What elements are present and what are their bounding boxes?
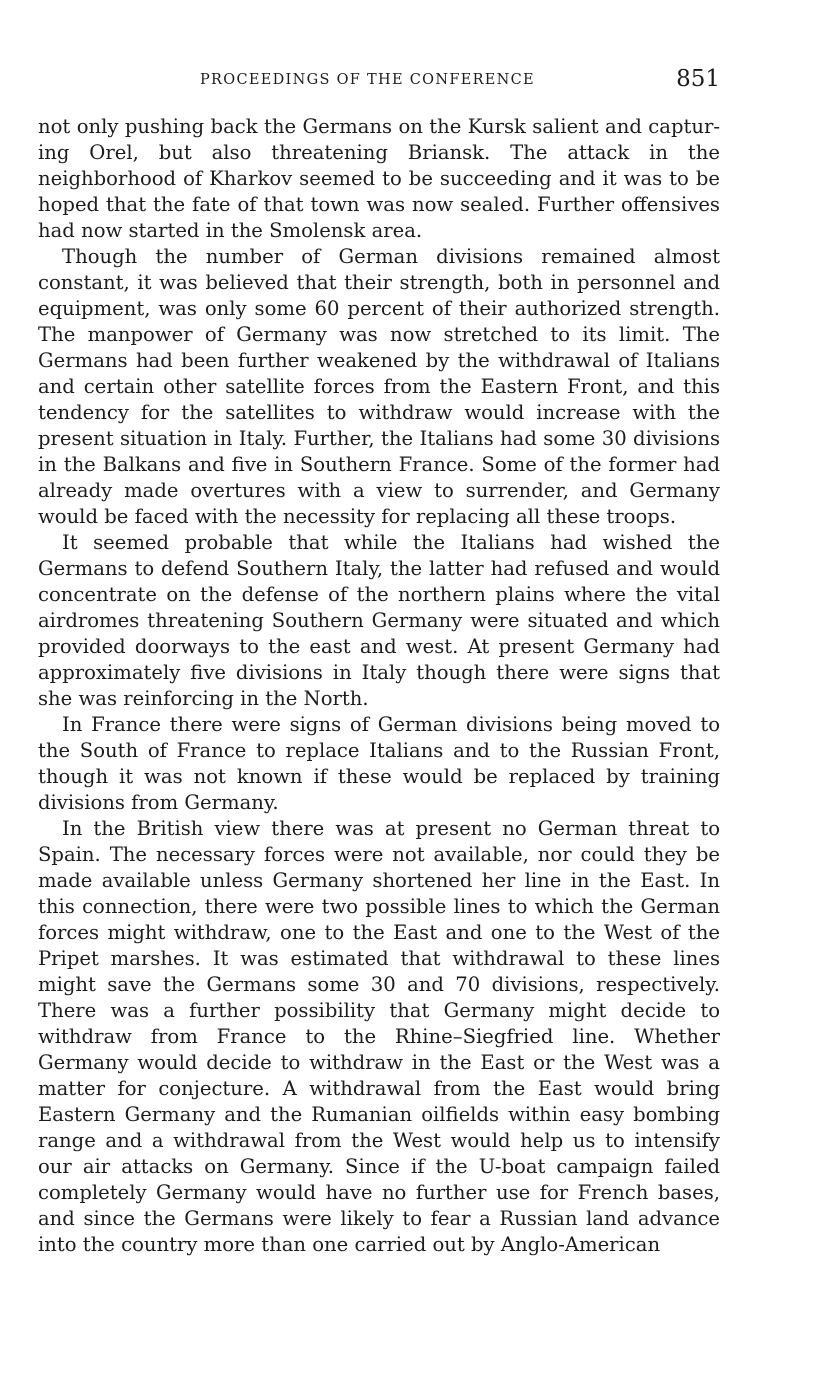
- running-header: [38, 66, 720, 102]
- paragraph: Though the number of German divisions remained almost constant, it was believed that their strength, both in personnel and equipment, was only some 60 percent of their authorized strength. The manpower of Germany was now stretched to its limit. The Germans had been further weakened by the withdrawal of Italians and certain other satellite forces from the Eastern Front, and this tendency for the satellites to withdraw would increase with the present situation in Italy. Further, the Italians had some 30 divisions in the Balkans and five in Southern France. Some of the former had already made overtures with a view to surrender, and Germany would be faced with the necessity for replacing all these troops.: [38, 245, 720, 528]
- paragraph: not only pushing back the Germans on the Kursk salient and capturing Orel, but also threatening Briansk. The attack in the neighborhood of Kharkov seemed to be succeeding and it was to be hoped that the fate of that town was now sealed. Further offensives had now started in the Smolensk area.: [38, 115, 720, 242]
- document-page: [38, 66, 720, 1258]
- body-text: [38, 114, 720, 1258]
- running-title: PROCEEDINGS OF THE CONFERENCE: [200, 72, 535, 88]
- paragraph: In France there were signs of German divisions being moved to the South of France to replace Italians and to the Russian Front, though it was not known if these would be replaced by training divisions from Germany.: [38, 713, 720, 814]
- page-number: 851: [676, 66, 720, 92]
- paragraph: In the British view there was at present no German threat to Spain. The necessary forces were not available, nor could they be made available unless Germany shortened her line in the East. In this connection, there were two possible lines to which the German forces might withdraw, one to the East and one to the West of the Pripet marshes. It was estimated that withdrawal to these lines might save the Germans some 30 and 70 divisions, respectively. There was a further possibility that Germany might decide to withdraw from France to the Rhine–Siegfried line. Whether Germany would decide to withdraw in the East or the West was a matter for conjecture. A withdrawal from the East would bring Eastern Germany and the Rumanian oilfields within easy bombing range and a withdrawal from the West would help us to intensify our air attacks on Germany. Since if the U-boat campaign failed completely Germany would have no further use for French bases, and since the Germans were likely to fear a Russian land advance into the country more than one carried out by Anglo-American: [38, 817, 720, 1256]
- paragraph: It seemed probable that while the Italians had wished the Germans to defend Southern Italy, the latter had refused and would concentrate on the defense of the northern plains where the vital airdromes threatening Southern Germany were situated and which provided doorways to the east and west. At present Germany had approximately five divisions in Italy though there were signs that she was reinforcing in the North.: [38, 531, 720, 710]
